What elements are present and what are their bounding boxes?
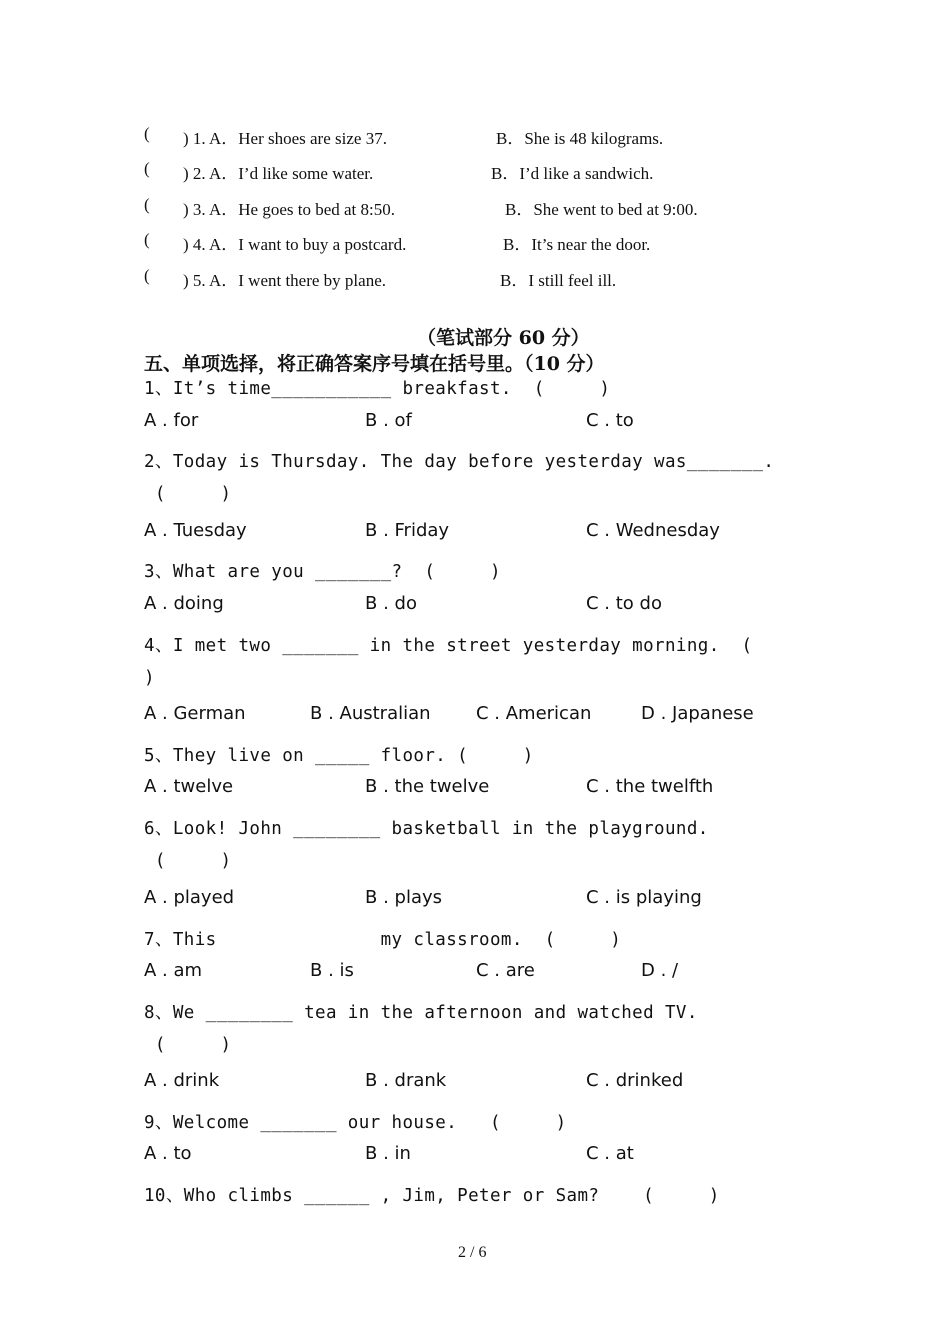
option-b: B．I’d like a sandwich. (491, 164, 654, 183)
option-b: B . in (365, 1143, 411, 1164)
option-a: A . Tuesday (144, 520, 247, 541)
option-c: C . is playing (586, 887, 702, 908)
question-9: 9、Welcome _______ our house. ( ) (144, 1113, 567, 1133)
answer-paren: ( (144, 230, 150, 249)
written-part-title: （笔试部分 60 分） (417, 327, 590, 349)
option-c: C . drinked (586, 1070, 684, 1091)
option-a: A . drink (144, 1070, 220, 1091)
question-8: 8、We ________ tea in the afternoon and watched TV. (144, 1003, 698, 1023)
option-b: B . the twelve (365, 776, 490, 797)
option-b: B．She went to bed at 9:00. (505, 200, 698, 219)
option-c: C . to (586, 410, 634, 431)
question-6-paren: ( ) (144, 851, 232, 871)
page-number: 2 / 6 (458, 1244, 487, 1261)
question-2: 2、Today is Thursday. The day before yesterday was_______. (144, 452, 775, 472)
option-b: B．She is 48 kilograms. (496, 129, 664, 148)
answer-paren: ( (144, 266, 150, 285)
option-c: C . to do (586, 593, 662, 614)
option-b: B . do (365, 593, 417, 614)
option-c: C . at (586, 1143, 634, 1164)
option-a: A . for (144, 410, 199, 431)
option-a: A . twelve (144, 776, 234, 797)
option-a: A . to (144, 1143, 192, 1164)
question-10: 10、Who climbs ______ , Jim, Peter or Sam? ( ) (144, 1186, 720, 1206)
option-b: B . Friday (365, 520, 450, 541)
question-1: 1、It’s time___________ breakfast. ( ) (144, 379, 611, 399)
option-b: B . Australian (310, 703, 431, 724)
question-3: 3、What are you _______? ( ) (144, 562, 501, 582)
question-4: 4、I met two _______ in the street yesterday morning. ( (144, 636, 753, 656)
question-2-paren: ( ) (144, 484, 232, 504)
question-5: 5、They live on _____ floor. ( ) (144, 746, 534, 766)
option-c: C . the twelfth (586, 776, 714, 797)
option-a: ) 4. A．I want to buy a postcard. (183, 235, 407, 254)
option-b: B . plays (365, 887, 443, 908)
answer-paren: ( (144, 195, 150, 214)
option-b: B . drank (365, 1070, 447, 1091)
question-7: 7、This my classroom. ( ) (144, 930, 622, 950)
option-c: C . are (476, 960, 535, 981)
option-a: ) 5. A．I went there by plane. (183, 271, 386, 290)
option-b: B . of (365, 410, 412, 431)
option-a: ) 3. A．He goes to bed at 8:50. (183, 200, 395, 219)
answer-paren: ( (144, 159, 150, 178)
option-b: B . is (310, 960, 354, 981)
answer-paren: ( (144, 124, 150, 143)
option-d: D . Japanese (641, 703, 754, 724)
option-a: A . doing (144, 593, 224, 614)
option-a: A . played (144, 887, 235, 908)
section-title: 五、单项选择，将正确答案序号填在括号里。（10 分） (144, 353, 605, 375)
question-4-paren: ) (144, 668, 155, 688)
option-c: C . Wednesday (586, 520, 720, 541)
option-b: B．I still feel ill. (500, 271, 617, 290)
question-6: 6、Look! John ________ basketball in the playground. (144, 819, 709, 839)
option-a: ) 1. A．Her shoes are size 37. (183, 129, 387, 148)
option-c: C . American (476, 703, 592, 724)
option-b: B．It’s near the door. (503, 235, 651, 254)
option-a: A . German (144, 703, 246, 724)
option-d: D . / (641, 960, 679, 981)
option-a: ) 2. A．I’d like some water. (183, 164, 374, 183)
option-a: A . am (144, 960, 203, 981)
question-8-paren: ( ) (144, 1035, 232, 1055)
